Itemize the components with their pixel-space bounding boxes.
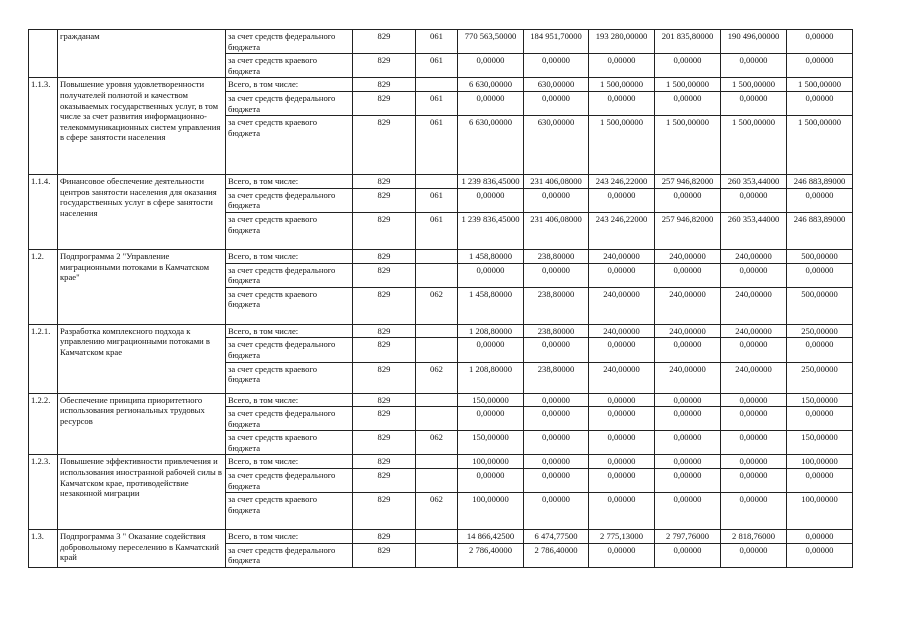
budget-table <box>28 29 853 568</box>
section-code <box>416 263 458 287</box>
table-row <box>29 175 853 189</box>
amount-cell: 0,00000 <box>721 469 787 493</box>
amount-cell: 0,00000 <box>787 407 853 431</box>
table-row <box>29 530 853 544</box>
amount-cell: 0,00000 <box>524 54 589 78</box>
funding-source: за счет средств федерального бюджета <box>226 543 353 567</box>
section-code <box>416 469 458 493</box>
table-row <box>29 78 853 92</box>
amount-cell: 1 500,00000 <box>589 116 655 175</box>
item-description: Обеспечение принципа приоритетного использования региональных трудовых ресурсов <box>58 393 226 455</box>
ministry-code: 829 <box>353 287 416 324</box>
amount-cell: 240,00000 <box>589 324 655 338</box>
amount-cell: 0,00000 <box>458 91 524 115</box>
amount-cell: 100,00000 <box>458 493 524 530</box>
amount-cell: 0,00000 <box>721 543 787 567</box>
amount-cell: 0,00000 <box>655 91 721 115</box>
amount-cell: 184 951,70000 <box>524 30 589 54</box>
item-description: Подпрограмма 2 "Управление миграционными потоками в Камчатском крае" <box>58 249 226 324</box>
item-number: 1.3. <box>29 530 58 568</box>
table-row <box>29 455 853 469</box>
amount-cell: 0,00000 <box>787 54 853 78</box>
amount-cell: 0,00000 <box>655 188 721 212</box>
funding-source: Всего, в том числе: <box>226 175 353 189</box>
amount-cell: 1 239 836,45000 <box>458 212 524 249</box>
section-code <box>416 338 458 362</box>
amount-cell: 0,00000 <box>787 263 853 287</box>
amount-cell: 0,00000 <box>524 407 589 431</box>
amount-cell: 0,00000 <box>524 188 589 212</box>
amount-cell: 240,00000 <box>721 287 787 324</box>
amount-cell: 0,00000 <box>589 543 655 567</box>
amount-cell: 0,00000 <box>524 91 589 115</box>
section-code <box>416 543 458 567</box>
ministry-code: 829 <box>353 469 416 493</box>
funding-source: за счет средств краевого бюджета <box>226 362 353 393</box>
amount-cell: 100,00000 <box>787 493 853 530</box>
amount-cell: 0,00000 <box>655 493 721 530</box>
section-code <box>416 407 458 431</box>
amount-cell: 500,00000 <box>787 249 853 263</box>
amount-cell: 1 500,00000 <box>721 116 787 175</box>
table-row <box>29 249 853 263</box>
amount-cell: 231 406,08000 <box>524 175 589 189</box>
item-description: Финансовое обеспечение деятельности центров занятости населения для оказания государственных услуг в сфере занятости населения <box>58 175 226 250</box>
section-code <box>416 324 458 338</box>
ministry-code: 829 <box>353 188 416 212</box>
amount-cell: 100,00000 <box>787 455 853 469</box>
amount-cell: 240,00000 <box>589 287 655 324</box>
amount-cell: 243 246,22000 <box>589 175 655 189</box>
amount-cell: 201 835,80000 <box>655 30 721 54</box>
amount-cell: 1 458,80000 <box>458 249 524 263</box>
ministry-code: 829 <box>353 455 416 469</box>
section-code <box>416 78 458 92</box>
amount-cell: 0,00000 <box>655 431 721 455</box>
funding-source: за счет средств федерального бюджета <box>226 407 353 431</box>
amount-cell: 0,00000 <box>458 407 524 431</box>
amount-cell: 100,00000 <box>458 455 524 469</box>
amount-cell: 0,00000 <box>721 54 787 78</box>
amount-cell: 0,00000 <box>787 338 853 362</box>
funding-source: за счет средств краевого бюджета <box>226 212 353 249</box>
amount-cell: 0,00000 <box>787 543 853 567</box>
amount-cell: 150,00000 <box>787 431 853 455</box>
amount-cell: 0,00000 <box>655 407 721 431</box>
amount-cell: 0,00000 <box>524 455 589 469</box>
amount-cell: 246 883,89000 <box>787 175 853 189</box>
amount-cell: 2 775,13000 <box>589 530 655 544</box>
amount-cell: 190 496,00000 <box>721 30 787 54</box>
amount-cell: 0,00000 <box>787 188 853 212</box>
amount-cell: 0,00000 <box>721 91 787 115</box>
section-code: 062 <box>416 431 458 455</box>
amount-cell: 1 500,00000 <box>787 78 853 92</box>
section-code: 062 <box>416 287 458 324</box>
ministry-code: 829 <box>353 175 416 189</box>
amount-cell: 0,00000 <box>589 54 655 78</box>
amount-cell: 257 946,82000 <box>655 212 721 249</box>
amount-cell: 0,00000 <box>655 338 721 362</box>
funding-source: за счет средств краевого бюджета <box>226 287 353 324</box>
amount-cell: 0,00000 <box>589 188 655 212</box>
ministry-code: 829 <box>353 530 416 544</box>
item-number: 1.2.1. <box>29 324 58 393</box>
section-code: 061 <box>416 212 458 249</box>
amount-cell: 0,00000 <box>721 188 787 212</box>
amount-cell: 0,00000 <box>589 338 655 362</box>
amount-cell: 238,80000 <box>524 287 589 324</box>
section-code <box>416 393 458 407</box>
section-code: 061 <box>416 91 458 115</box>
amount-cell: 0,00000 <box>589 91 655 115</box>
item-description: Разработка комплексного подхода к управлению миграционными потоками в Камчатском крае <box>58 324 226 393</box>
ministry-code: 829 <box>353 393 416 407</box>
amount-cell: 0,00000 <box>787 30 853 54</box>
amount-cell: 6 474,77500 <box>524 530 589 544</box>
section-code <box>416 175 458 189</box>
funding-source: за счет средств краевого бюджета <box>226 54 353 78</box>
amount-cell: 260 353,44000 <box>721 212 787 249</box>
section-code <box>416 455 458 469</box>
ministry-code: 829 <box>353 91 416 115</box>
amount-cell: 243 246,22000 <box>589 212 655 249</box>
amount-cell: 150,00000 <box>787 393 853 407</box>
amount-cell: 0,00000 <box>458 54 524 78</box>
amount-cell: 0,00000 <box>524 469 589 493</box>
amount-cell: 1 239 836,45000 <box>458 175 524 189</box>
amount-cell: 238,80000 <box>524 249 589 263</box>
amount-cell: 0,00000 <box>655 455 721 469</box>
amount-cell: 2 797,76000 <box>655 530 721 544</box>
amount-cell: 0,00000 <box>589 263 655 287</box>
funding-source: за счет средств краевого бюджета <box>226 431 353 455</box>
amount-cell: 1 208,80000 <box>458 324 524 338</box>
item-description: Повышение эффективности привлечения и использования иностранной рабочей силы в Камчатском крае, противодействие незаконной миграции <box>58 455 226 530</box>
section-code: 062 <box>416 493 458 530</box>
amount-cell: 0,00000 <box>589 407 655 431</box>
ministry-code: 829 <box>353 431 416 455</box>
ministry-code: 829 <box>353 338 416 362</box>
amount-cell: 0,00000 <box>458 263 524 287</box>
funding-source: за счет средств федерального бюджета <box>226 188 353 212</box>
ministry-code: 829 <box>353 493 416 530</box>
amount-cell: 0,00000 <box>589 455 655 469</box>
item-number: 1.2.3. <box>29 455 58 530</box>
funding-source: за счет средств федерального бюджета <box>226 469 353 493</box>
amount-cell: 1 500,00000 <box>721 78 787 92</box>
item-number <box>29 30 58 78</box>
amount-cell: 250,00000 <box>787 324 853 338</box>
ministry-code: 829 <box>353 116 416 175</box>
amount-cell: 1 500,00000 <box>655 78 721 92</box>
ministry-code: 829 <box>353 30 416 54</box>
amount-cell: 0,00000 <box>589 393 655 407</box>
amount-cell: 0,00000 <box>721 431 787 455</box>
table-row <box>29 324 853 338</box>
funding-source: Всего, в том числе: <box>226 249 353 263</box>
amount-cell: 150,00000 <box>458 393 524 407</box>
amount-cell: 0,00000 <box>721 263 787 287</box>
amount-cell: 240,00000 <box>655 362 721 393</box>
amount-cell: 246 883,89000 <box>787 212 853 249</box>
funding-source: Всего, в том числе: <box>226 530 353 544</box>
amount-cell: 0,00000 <box>458 188 524 212</box>
amount-cell: 240,00000 <box>655 324 721 338</box>
table-row <box>29 30 853 54</box>
amount-cell: 0,00000 <box>721 455 787 469</box>
ministry-code: 829 <box>353 212 416 249</box>
amount-cell: 240,00000 <box>655 249 721 263</box>
funding-source: за счет средств федерального бюджета <box>226 91 353 115</box>
amount-cell: 0,00000 <box>655 393 721 407</box>
amount-cell: 1 500,00000 <box>655 116 721 175</box>
amount-cell: 0,00000 <box>721 493 787 530</box>
item-number: 1.2.2. <box>29 393 58 455</box>
amount-cell: 500,00000 <box>787 287 853 324</box>
amount-cell: 14 866,42500 <box>458 530 524 544</box>
amount-cell: 2 786,40000 <box>458 543 524 567</box>
amount-cell: 260 353,44000 <box>721 175 787 189</box>
ministry-code: 829 <box>353 543 416 567</box>
amount-cell: 0,00000 <box>721 407 787 431</box>
funding-source: Всего, в том числе: <box>226 393 353 407</box>
amount-cell: 240,00000 <box>655 287 721 324</box>
amount-cell: 0,00000 <box>458 469 524 493</box>
funding-source: за счет средств федерального бюджета <box>226 30 353 54</box>
ministry-code: 829 <box>353 78 416 92</box>
item-description: Повышение уровня удовлетворенности получателей полнотой и качеством оказываемых государственных услуг, в том числе за счет развития информационно- телекоммуникационных систем управления в сфере занятости населения <box>58 78 226 175</box>
ministry-code: 829 <box>353 54 416 78</box>
amount-cell: 240,00000 <box>589 362 655 393</box>
amount-cell: 2 786,40000 <box>524 543 589 567</box>
amount-cell: 1 458,80000 <box>458 287 524 324</box>
funding-source: за счет средств федерального бюджета <box>226 338 353 362</box>
amount-cell: 238,80000 <box>524 324 589 338</box>
funding-source: Всего, в том числе: <box>226 324 353 338</box>
amount-cell: 0,00000 <box>524 493 589 530</box>
amount-cell: 0,00000 <box>524 338 589 362</box>
amount-cell: 0,00000 <box>787 469 853 493</box>
amount-cell: 0,00000 <box>524 263 589 287</box>
section-code: 061 <box>416 116 458 175</box>
amount-cell: 0,00000 <box>787 91 853 115</box>
amount-cell: 630,00000 <box>524 78 589 92</box>
amount-cell: 240,00000 <box>589 249 655 263</box>
item-number: 1.1.4. <box>29 175 58 250</box>
amount-cell: 2 818,76000 <box>721 530 787 544</box>
amount-cell: 0,00000 <box>589 493 655 530</box>
ministry-code: 829 <box>353 249 416 263</box>
amount-cell: 0,00000 <box>655 543 721 567</box>
funding-source: за счет средств краевого бюджета <box>226 116 353 175</box>
section-code <box>416 530 458 544</box>
amount-cell: 250,00000 <box>787 362 853 393</box>
item-description: гражданам <box>58 30 226 78</box>
amount-cell: 0,00000 <box>524 393 589 407</box>
amount-cell: 257 946,82000 <box>655 175 721 189</box>
amount-cell: 0,00000 <box>721 393 787 407</box>
funding-source: за счет средств федерального бюджета <box>226 263 353 287</box>
amount-cell: 150,00000 <box>458 431 524 455</box>
item-number: 1.1.3. <box>29 78 58 175</box>
section-code: 061 <box>416 54 458 78</box>
amount-cell: 1 500,00000 <box>589 78 655 92</box>
section-code: 062 <box>416 362 458 393</box>
amount-cell: 240,00000 <box>721 249 787 263</box>
item-description: Подпрограмма 3 " Оказание содействия добровольному переселению в Камчатский край <box>58 530 226 568</box>
ministry-code: 829 <box>353 362 416 393</box>
amount-cell: 6 630,00000 <box>458 116 524 175</box>
amount-cell: 630,00000 <box>524 116 589 175</box>
ministry-code: 829 <box>353 324 416 338</box>
amount-cell: 0,00000 <box>655 469 721 493</box>
amount-cell: 240,00000 <box>721 362 787 393</box>
amount-cell: 238,80000 <box>524 362 589 393</box>
funding-source: за счет средств краевого бюджета <box>226 493 353 530</box>
amount-cell: 0,00000 <box>655 263 721 287</box>
amount-cell: 1 500,00000 <box>787 116 853 175</box>
amount-cell: 240,00000 <box>721 324 787 338</box>
amount-cell: 0,00000 <box>721 338 787 362</box>
table-row <box>29 393 853 407</box>
amount-cell: 0,00000 <box>589 469 655 493</box>
amount-cell: 0,00000 <box>787 530 853 544</box>
amount-cell: 0,00000 <box>458 338 524 362</box>
amount-cell: 6 630,00000 <box>458 78 524 92</box>
amount-cell: 231 406,08000 <box>524 212 589 249</box>
ministry-code: 829 <box>353 407 416 431</box>
amount-cell: 0,00000 <box>589 431 655 455</box>
amount-cell: 1 208,80000 <box>458 362 524 393</box>
section-code <box>416 249 458 263</box>
amount-cell: 0,00000 <box>524 431 589 455</box>
section-code: 061 <box>416 188 458 212</box>
ministry-code: 829 <box>353 263 416 287</box>
funding-source: Всего, в том числе: <box>226 78 353 92</box>
amount-cell: 0,00000 <box>655 54 721 78</box>
funding-source: Всего, в том числе: <box>226 455 353 469</box>
section-code: 061 <box>416 30 458 54</box>
amount-cell: 770 563,50000 <box>458 30 524 54</box>
item-number: 1.2. <box>29 249 58 324</box>
amount-cell: 193 280,00000 <box>589 30 655 54</box>
